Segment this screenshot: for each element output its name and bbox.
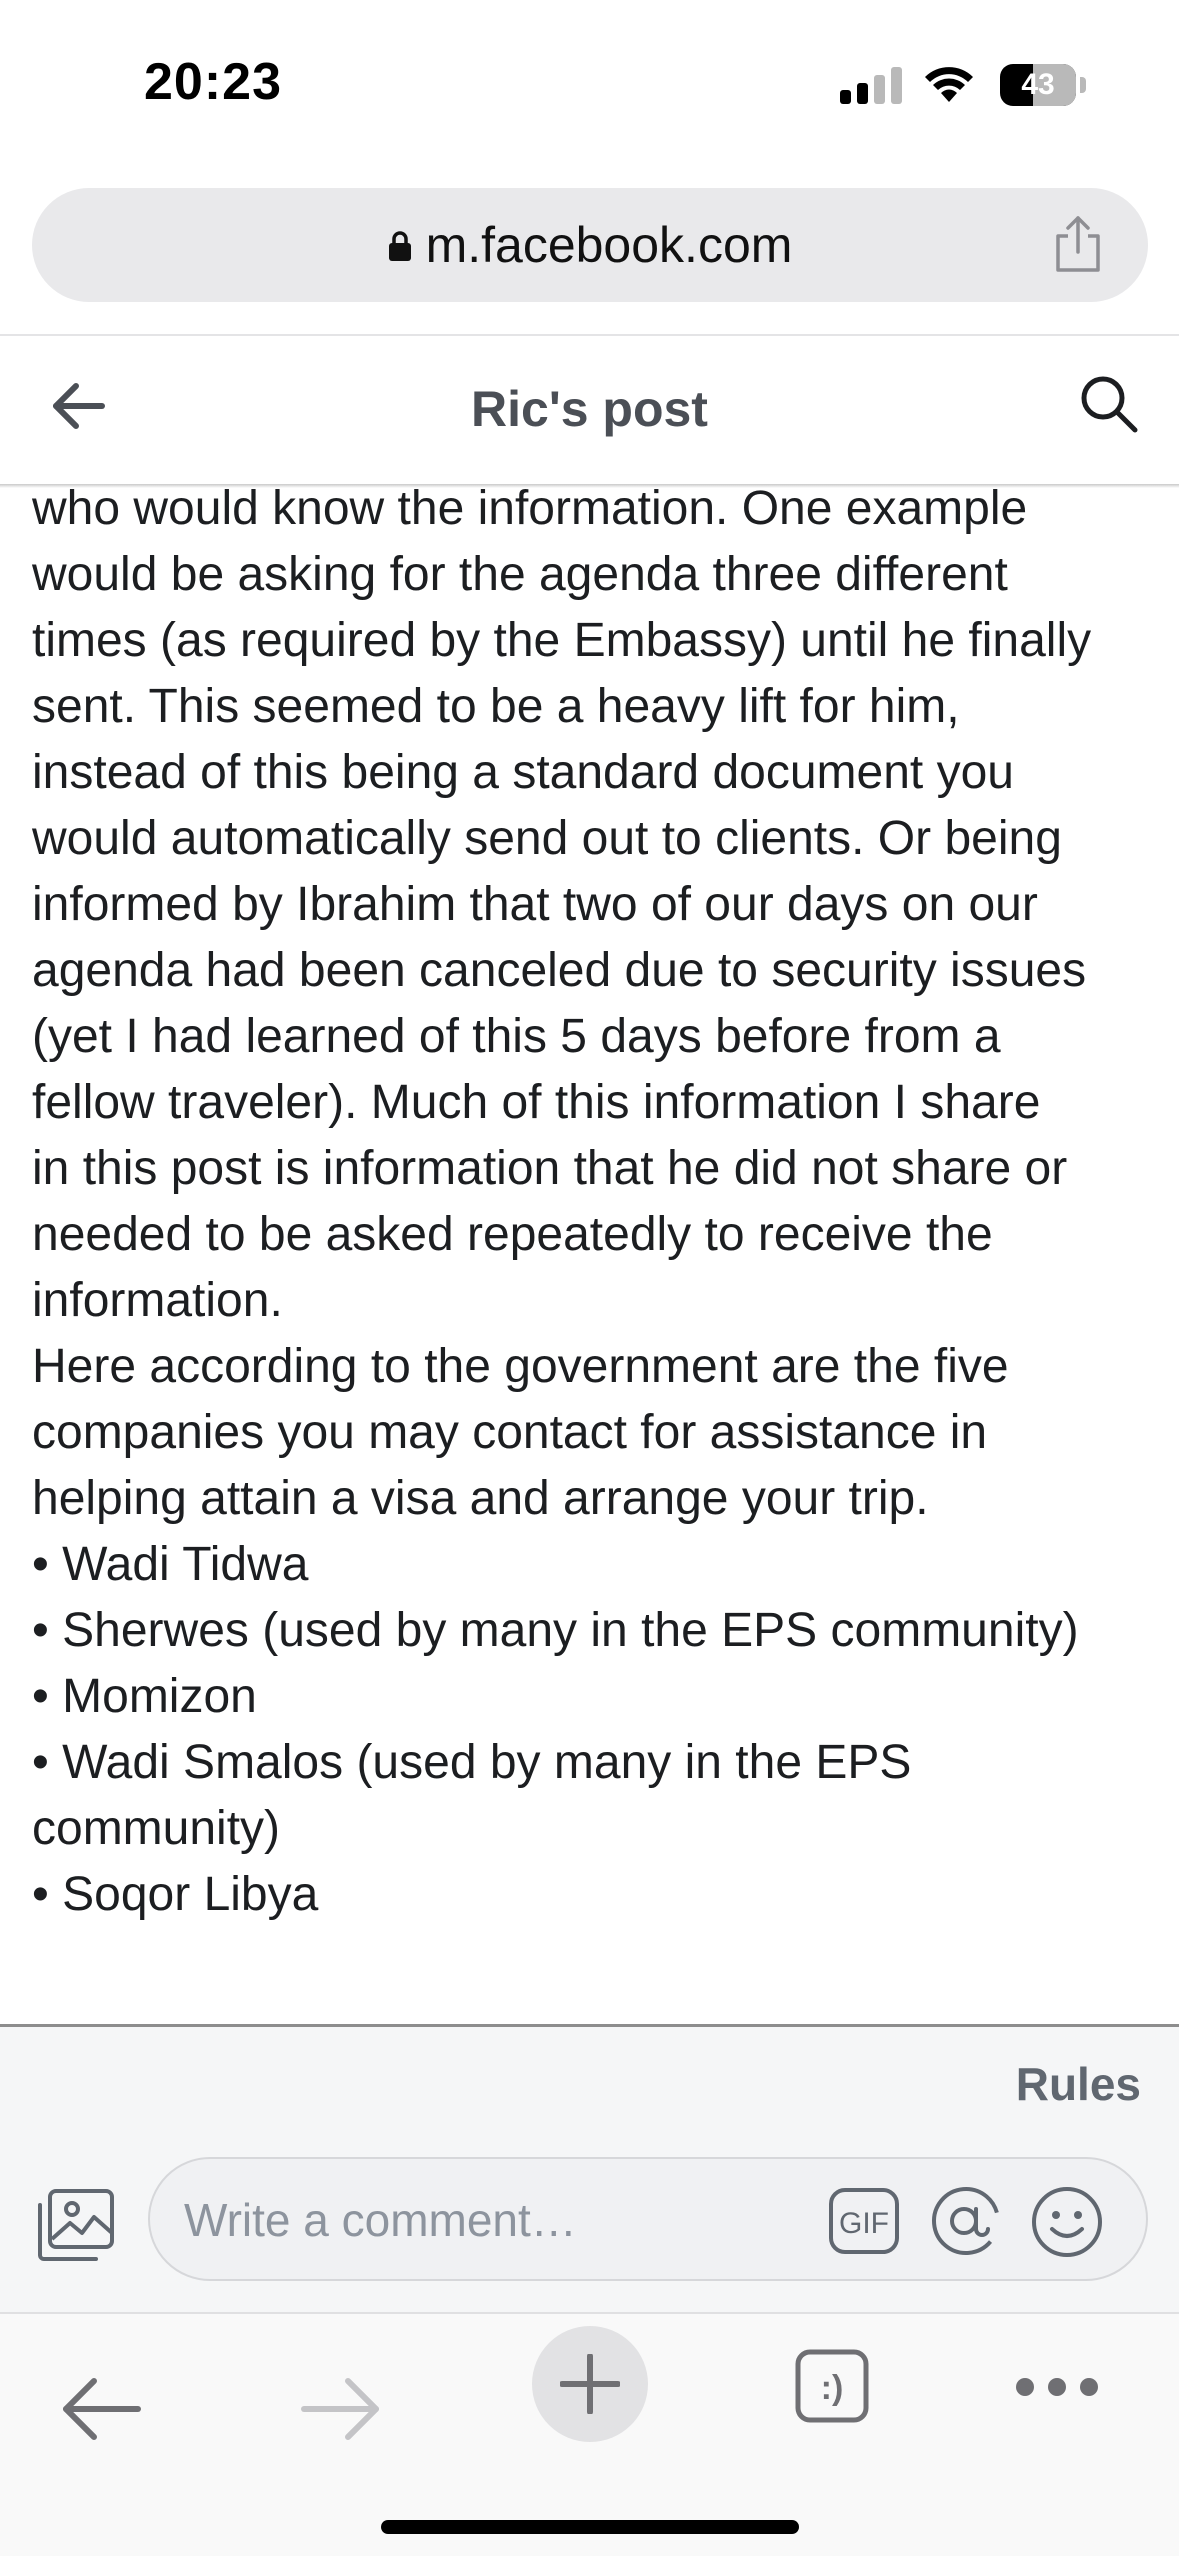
more-icon[interactable]	[1012, 2374, 1102, 2400]
tabs-icon[interactable]	[794, 2348, 870, 2424]
battery-icon	[1000, 64, 1076, 106]
home-indicator[interactable]	[381, 2520, 799, 2534]
gif-icon[interactable]	[828, 2187, 900, 2255]
list-item: • Wadi Tidwa	[32, 1538, 309, 1591]
status-bar	[0, 0, 1179, 170]
url-text: m.facebook.com	[425, 217, 793, 273]
search-icon[interactable]	[1079, 374, 1139, 434]
at-mention-icon[interactable]	[930, 2185, 1002, 2257]
status-icons	[840, 60, 1100, 110]
list-item: • Sherwes (used by many in the EPS community)	[32, 1604, 1079, 1657]
wifi-icon	[924, 66, 974, 104]
photo-icon[interactable]	[36, 2187, 116, 2263]
list-item: • Wadi Smalos (used by many in the EPS community)	[32, 1736, 912, 1855]
plus-icon	[560, 2354, 620, 2414]
status-time: 20:23	[144, 53, 282, 111]
post-paragraph: Here according to the government are the five companies you may contact for assistance in helping attain a visa and arrange your trip.	[32, 1340, 1009, 1525]
page-title: Ric's post	[471, 381, 708, 437]
gif-label: GIF	[839, 2207, 889, 2240]
post-text	[32, 488, 1162, 1928]
new-tab-button[interactable]	[532, 2326, 648, 2442]
comment-placeholder: Write a comment…	[184, 2194, 577, 2246]
url-bar[interactable]	[32, 188, 1148, 302]
comment-area	[0, 2027, 1179, 2312]
back-icon[interactable]	[60, 2376, 142, 2442]
list-item: • Soqor Libya	[32, 1868, 319, 1921]
lock-icon	[388, 230, 412, 262]
post-header	[0, 336, 1179, 484]
list-item: • Momizon	[32, 1670, 257, 1723]
post-body	[0, 488, 1179, 2024]
svg-text::): :)	[820, 2369, 844, 2407]
battery-percentage: 43	[1021, 68, 1055, 101]
post-paragraph: who would know the information. One example would be asking for the agenda three different times (as required by the Embassy) until he finally sent. This seemed to be a heavy lift for him, instead of this being a standard document you would automatically send out to clients. Or being informed by Ibrahim that two of our days on our agenda had been canceled due to security issues (yet I had learned of this 5 days before from a fellow traveler). Much of this information I share in this post is information that he did not share or needed to be asked repeatedly to receive the information.	[32, 488, 1092, 1327]
emoji-icon[interactable]	[1030, 2185, 1104, 2259]
company-list	[32, 1532, 1162, 1928]
forward-icon[interactable]	[300, 2376, 382, 2442]
rules-link[interactable]: Rules	[1015, 2058, 1141, 2110]
comment-input[interactable]	[148, 2157, 1148, 2281]
share-icon[interactable]	[1052, 214, 1104, 274]
